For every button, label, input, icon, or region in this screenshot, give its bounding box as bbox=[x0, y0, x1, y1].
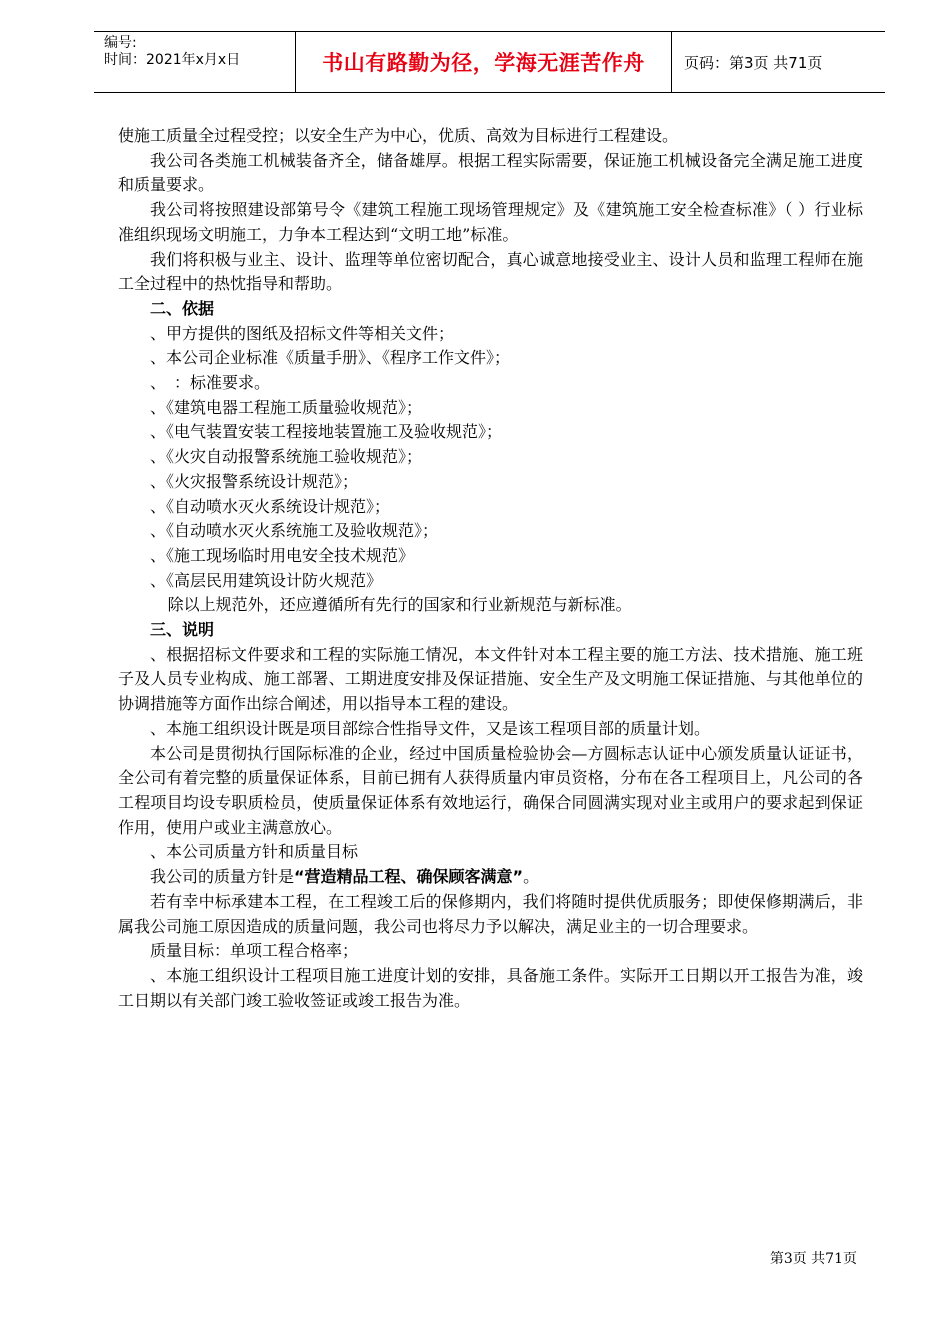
list-item: 、《高层民用建筑设计防火规范》 bbox=[150, 570, 383, 590]
list-item: 、《建筑电器工程施工质量验收规范》； bbox=[150, 397, 423, 417]
list-item: 、《电气装置安装工程接地装置施工及验收规范》； bbox=[150, 422, 503, 442]
document-time-label: 时间：2021年x月x日 bbox=[104, 52, 241, 68]
list-item: 、《施工现场临时用电安全技术规范》 bbox=[150, 545, 415, 565]
quality-policy-slogan: “营造精品工程、确保顾客满意” bbox=[294, 867, 524, 887]
paragraph: 本公司是贯彻执行国际标准的企业，经过中国质量检验协会—方圆标志认证中心颁发质量认证证书，全公司有着完整的质量保证体系，目前已拥有人获得质量内审员资格，分布在各工程项目上，凡公司的各工程项目均设专职质检员，使质量保证体系有效地运行，确保合同圆满实现对业主或用户的要求起到保证作用，使用户或业主满意放心。 bbox=[118, 743, 863, 837]
paragraph: 使施工质量全过程受控；以安全生产为中心，优质、高效为目标进行工程建设。 bbox=[118, 126, 679, 145]
paragraph: 我们将积极与业主、设计、监理等单位密切配合，真心诚意地接受业主、设计人员和监理工程师在施工全过程中的热忱指导和帮助。 bbox=[118, 249, 863, 294]
document-number-label: 编号: bbox=[104, 35, 137, 51]
list-item: 、《火灾报警系统设计规范》； bbox=[150, 471, 359, 491]
list-item: 、 ：标准要求。 bbox=[150, 373, 271, 393]
footer-page-number: 第3页 共71页 bbox=[769, 1251, 857, 1267]
document-body bbox=[118, 124, 863, 1013]
list-item: 、本公司企业标准《质量手册》、《程序工作文件》； bbox=[150, 348, 511, 368]
paragraph: 我公司各类施工机械装备齐全，储备雄厚。根据工程实际需要，保证施工机械设备完全满足施工进度和质量要求。 bbox=[118, 150, 863, 195]
page-header bbox=[94, 31, 885, 93]
list-item: 、《火灾自动报警系统施工验收规范》； bbox=[150, 447, 423, 467]
paragraph: 、本施工组织设计既是项目部综合性指导文件，又是该工程项目部的质量计划。 bbox=[150, 718, 711, 738]
paragraph: 若有幸中标承建本工程，在工程竣工后的保修期内，我们将随时提供优质服务；即使保修期满后，非属我公司施工原因造成的质量问题，我公司也将尽力予以解决，满足业主的一切合理要求。 bbox=[118, 891, 863, 936]
list-item: 、甲方提供的图纸及招标文件等相关文件； bbox=[150, 323, 455, 343]
list-item: 、《自动喷水灭火系统设计规范》； bbox=[150, 496, 391, 516]
paragraph: 质量目标：单项工程合格率； bbox=[150, 941, 359, 961]
paragraph: 我公司将按照建设部第号令《建筑工程施工现场管理规定》及《建筑施工安全检查标准》（ ）行业标准组织现场文明施工，力争本工程达到“文明工地”标准。 bbox=[118, 200, 863, 244]
section-heading-description: 三、说明 bbox=[150, 620, 215, 640]
paragraph: 、根据招标文件要求和工程的实际施工情况，本文件针对本工程主要的施工方法、技术措施、施工班子及人员专业构成、施工部署、工期进度安排及保证措施、安全生产及文明施工保证措施、与其他单位的协调措施等方面作出综合阐述，用以指导本工程的建设。 bbox=[118, 644, 863, 714]
paragraph: 、本施工组织设计工程项目施工进度计划的安排，具备施工条件。实际开工日期以开工报告为准，竣工日期以有关部门竣工验收签证或竣工报告为准。 bbox=[118, 965, 863, 1010]
section-heading-basis: 二、依据 bbox=[150, 298, 215, 318]
quality-policy-end: 。 bbox=[523, 867, 540, 887]
header-motto: 书山有路勤为径，学海无涯苦作舟 bbox=[322, 51, 645, 75]
quality-policy-lead: 我公司的质量方针是 bbox=[150, 867, 295, 887]
header-page-number: 页码：第3页 共71页 bbox=[684, 53, 823, 72]
header-meta bbox=[94, 32, 294, 92]
quality-policy-paragraph bbox=[118, 865, 863, 890]
header-divider bbox=[671, 32, 672, 92]
basis-note: 除以上规范外，还应遵循所有先行的国家和行业新规范与新标准。 bbox=[167, 595, 632, 615]
list-item: 、《自动喷水灭火系统施工及验收规范》； bbox=[150, 521, 439, 541]
paragraph: 、本公司质量方针和质量目标 bbox=[150, 842, 359, 862]
